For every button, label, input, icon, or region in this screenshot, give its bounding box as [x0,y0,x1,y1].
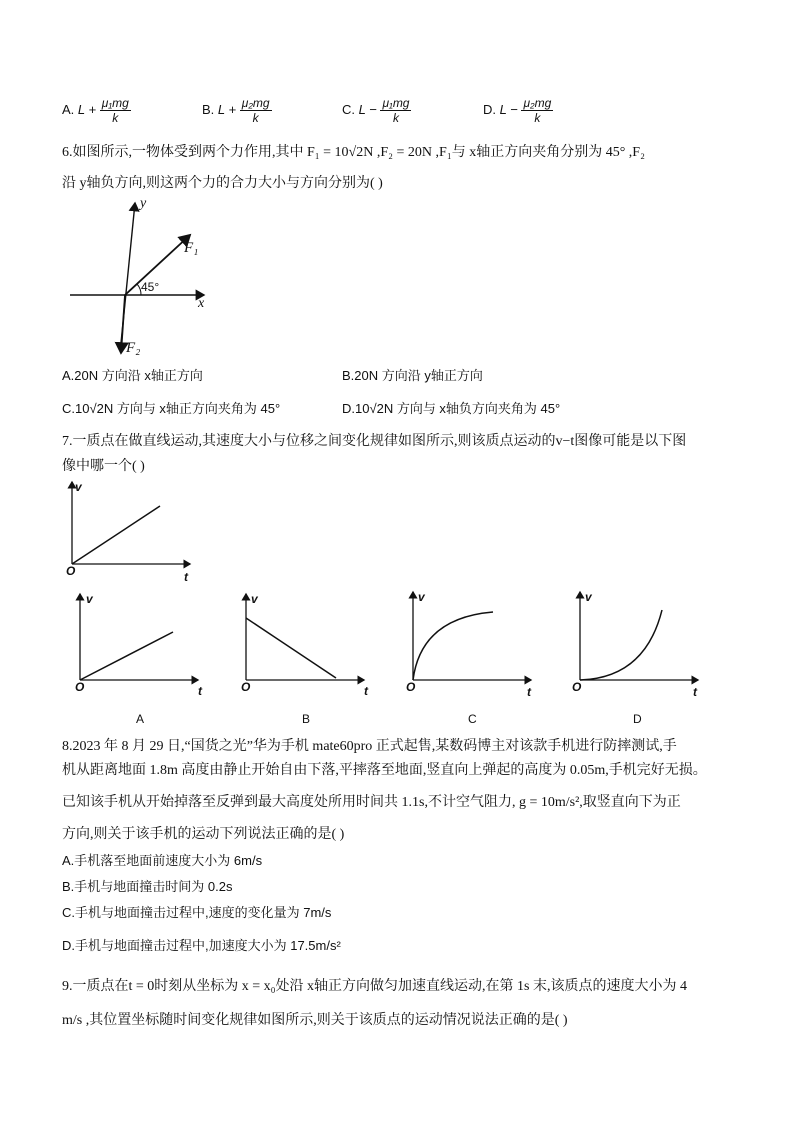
q8-stem-line4: 方向,则关于该手机的运动下列说法正确的是( ) [62,827,345,842]
q7-stem-v: v [75,480,82,494]
q7-a-v: v [86,592,93,606]
q7-c-t: t [527,685,531,699]
q8-stem-line2: 机从距离地面 1.8m 高度由静止开始自由下落,平摔落至地面,竖直向上弹起的高度为 0.05m,手机完好无损。 [62,763,707,778]
x-axis-label: x [198,296,205,311]
q5-option-b: B. L + $\frac{\text{μ₂mg}}{k}$ [202,96,270,125]
q5-option-a: A. L + $\frac{\text{μ₁mg}}{k}$ [62,96,129,125]
q7-label-a: A [136,712,145,726]
q7-a-o: O [75,680,85,694]
q7-stem-graph [62,478,202,583]
q8-option-d: D.手机与地面撞击过程中,加速度大小为 17.5m/s² [62,938,341,953]
q8-option-b: B.手机与地面撞击时间为 0.2s [62,879,233,894]
q6-option-c: C.10√2N 方向与 x轴正方向夹角为 45° [62,401,281,416]
q7-stem-line1: 7.一质点在做直线运动,其速度大小与位移之间变化规律如图所示,则该质点运动的v−t图像可能是以下图 [62,434,687,449]
q7-c-o: O [406,680,416,694]
q9-stem-line2: m/s ,其位置坐标随时间变化规律如图所示,则关于该质点的运动情况说法正确的是( ) [62,1013,568,1028]
q6-option-b: B.20N 方向沿 y轴正方向 [342,368,483,383]
q7-stem-t: t [184,570,188,584]
q7-label-c: C [468,712,477,726]
q7-d-v: v [585,590,592,604]
q8-stem-line3: 已知该手机从开始掉落至反弹到最大高度处所用时间共 1.1s,不计空气阻力, g = 10m/s²,取竖直向下为正 [62,795,681,810]
q7-d-t: t [693,685,697,699]
q7-c-v: v [418,590,425,604]
q5-option-c: C. L − $\frac{\text{μ₁mg}}{k}$ [342,96,410,125]
q6-option-d: D.10√2N 方向与 x轴负方向夹角为 45° [342,401,561,416]
q7-stem-line2: 像中哪一个( ) [62,459,145,474]
q8-option-a: A.手机落至地面前速度大小为 6m/s [62,853,263,868]
q8-option-c: C.手机与地面撞击过程中,速度的变化量为 7m/s [62,905,332,920]
angle-label: 45° [141,280,160,294]
q7-stem-origin-label: O [66,564,76,578]
q9-stem-line1: 9.一质点在t = 0时刻从坐标为 x = x₀处沿 x轴正方向做匀加速直线运动,在第 1s 末,该质点的速度大小为 4 [62,979,688,994]
q7-b-o: O [241,680,251,694]
q6-stem-line2: 沿 y轴负方向,则这两个力的合力大小与方向分别为( ) [62,176,383,191]
q5-option-d: D. L − $\frac{\text{μ₂mg}}{k}$ [483,96,552,125]
q7-b-v: v [251,592,258,606]
q6-stem-line1: 6.如图所示,一物体受到两个力作用,其中 F₁ = 10√2N ,F₂ = 20N ,F₁与 x轴正方向夹角分别为 45° ,F₂ [62,145,645,160]
q7-b-t: t [364,684,368,698]
q7-label-d: D [633,712,642,726]
y-axis-label: y [140,196,147,211]
q7-a-t: t [198,684,202,698]
q6-option-a: A.20N 方向沿 x轴正方向 [62,368,203,383]
q7-label-b: B [302,712,311,726]
f2-vector [121,295,125,353]
q7-d-o: O [572,680,582,694]
f1-label: F₁ [184,240,199,256]
f2-label: F₂ [126,340,141,356]
q8-stem-line1: 8.2023 年 8 月 29 日,“国货之光”华为手机 mate60pro 正式起售,某数码博主对该款手机进行防摔测试,手 [62,739,677,754]
